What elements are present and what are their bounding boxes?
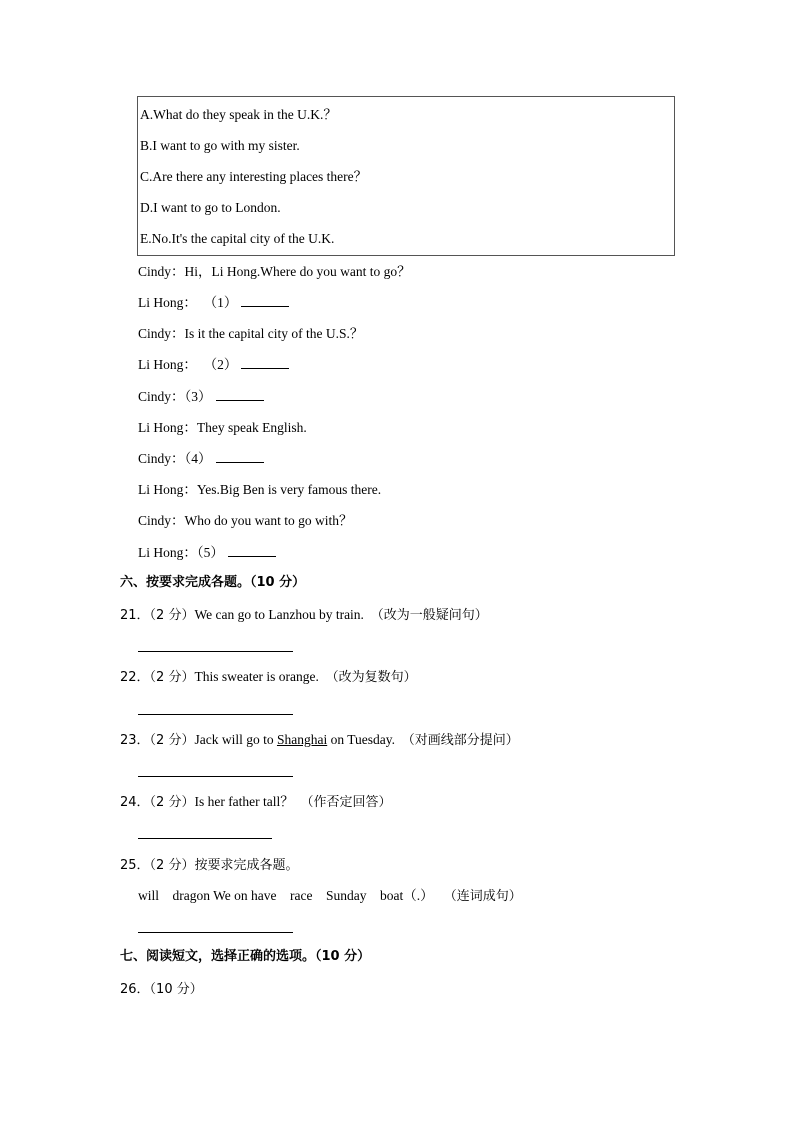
question-number: 25．（2 分） [120, 858, 195, 873]
question-number: 24．（2 分） [120, 795, 195, 810]
speaker: Li Hong： [138, 295, 197, 310]
question-number: 26．（10 分） [120, 982, 203, 997]
blank-number: （2） [203, 357, 238, 372]
speaker: Cindy： [138, 264, 185, 279]
dialogue-line-9 [138, 512, 353, 530]
question-text-pre: Jack will go to [194, 732, 277, 747]
utterance: Hi，Li Hong.Where do you want to go？ [184, 264, 411, 279]
question-text: 按要求完成各题。 [194, 858, 299, 873]
speaker: Cindy： [138, 513, 185, 528]
question-21 [120, 606, 488, 625]
answer-blank-1[interactable] [241, 294, 289, 307]
question-text: We can go to Lanzhou by train. [194, 607, 364, 622]
question-number: 22．（2 分） [120, 670, 195, 685]
utterance: They speak English. [196, 420, 307, 435]
section-7-heading: 七、阅读短文，选择正确的选项。（10 分） [120, 949, 371, 964]
answer-blank-4[interactable] [216, 450, 264, 463]
option-a: A.What do they speak in the U.K.？ [140, 107, 337, 122]
underlined-word: Shanghai [276, 732, 328, 747]
dialogue-line-6 [138, 419, 307, 437]
answer-blank-2[interactable] [241, 356, 289, 369]
answer-line-22[interactable] [138, 714, 293, 715]
question-number: 23．（2 分） [120, 733, 195, 748]
question-instruction: （改为复数句） [325, 670, 417, 685]
blank-number: （5） [196, 545, 224, 560]
question-23 [120, 731, 519, 750]
question-instruction: （连词成句） [443, 889, 522, 904]
speaker: Cindy： [138, 389, 185, 404]
question-25 [120, 856, 298, 875]
question-text: Is her father tall？ [194, 794, 294, 809]
dialogue-line-2 [138, 294, 289, 312]
question-text: This sweater is orange. [194, 669, 319, 684]
utterance: Yes.Big Ben is very famous there. [196, 482, 382, 497]
utterance: Who do you want to go with？ [184, 513, 353, 528]
option-c: C.Are there any interesting places there？ [140, 169, 368, 184]
blank-number: （4） [184, 451, 212, 466]
speaker: Cindy： [138, 326, 185, 341]
speaker: Cindy： [138, 451, 185, 466]
answer-line-25[interactable] [138, 932, 293, 933]
answer-line-24[interactable] [138, 838, 272, 839]
dialogue-line-4 [138, 356, 289, 374]
utterance: Is it the capital city of the U.S.？ [184, 326, 364, 341]
question-24 [120, 793, 392, 812]
word-list: will dragon We on have race Sunday boat（.） [138, 888, 434, 903]
dialogue-line-8 [138, 481, 381, 499]
option-b: B.I want to go with my sister. [140, 138, 300, 153]
dialogue-line-5 [138, 388, 264, 406]
answer-line-23[interactable] [138, 776, 293, 777]
speaker: Li Hong： [138, 357, 197, 372]
answer-blank-3[interactable] [216, 388, 264, 401]
speaker: Li Hong： [138, 545, 197, 560]
question-text-post: on Tuesday. [327, 732, 395, 747]
blank-number: （1） [203, 295, 238, 310]
speaker: Li Hong： [138, 482, 197, 497]
section-6-heading: 六、按要求完成各题。（10 分） [120, 575, 306, 590]
question-25-words [138, 887, 522, 906]
question-instruction: （改为一般疑问句） [370, 608, 488, 623]
speaker: Li Hong： [138, 420, 197, 435]
dialogue-line-3 [138, 325, 363, 343]
question-instruction: （作否定回答） [300, 795, 392, 810]
question-26 [120, 980, 203, 999]
question-22 [120, 668, 417, 687]
answer-line-21[interactable] [138, 651, 293, 652]
dialogue-line-7 [138, 450, 264, 468]
question-number: 21．（2 分） [120, 608, 195, 623]
option-d: D.I want to go to London. [140, 200, 281, 215]
dialogue-line-10 [138, 544, 276, 562]
question-instruction: （对画线部分提问） [401, 733, 519, 748]
blank-number: （3） [184, 389, 212, 404]
option-e: E.No.It's the capital city of the U.K. [140, 231, 335, 246]
answer-blank-5[interactable] [228, 544, 276, 557]
dialogue-line-1 [138, 263, 411, 281]
options-box [137, 96, 675, 256]
